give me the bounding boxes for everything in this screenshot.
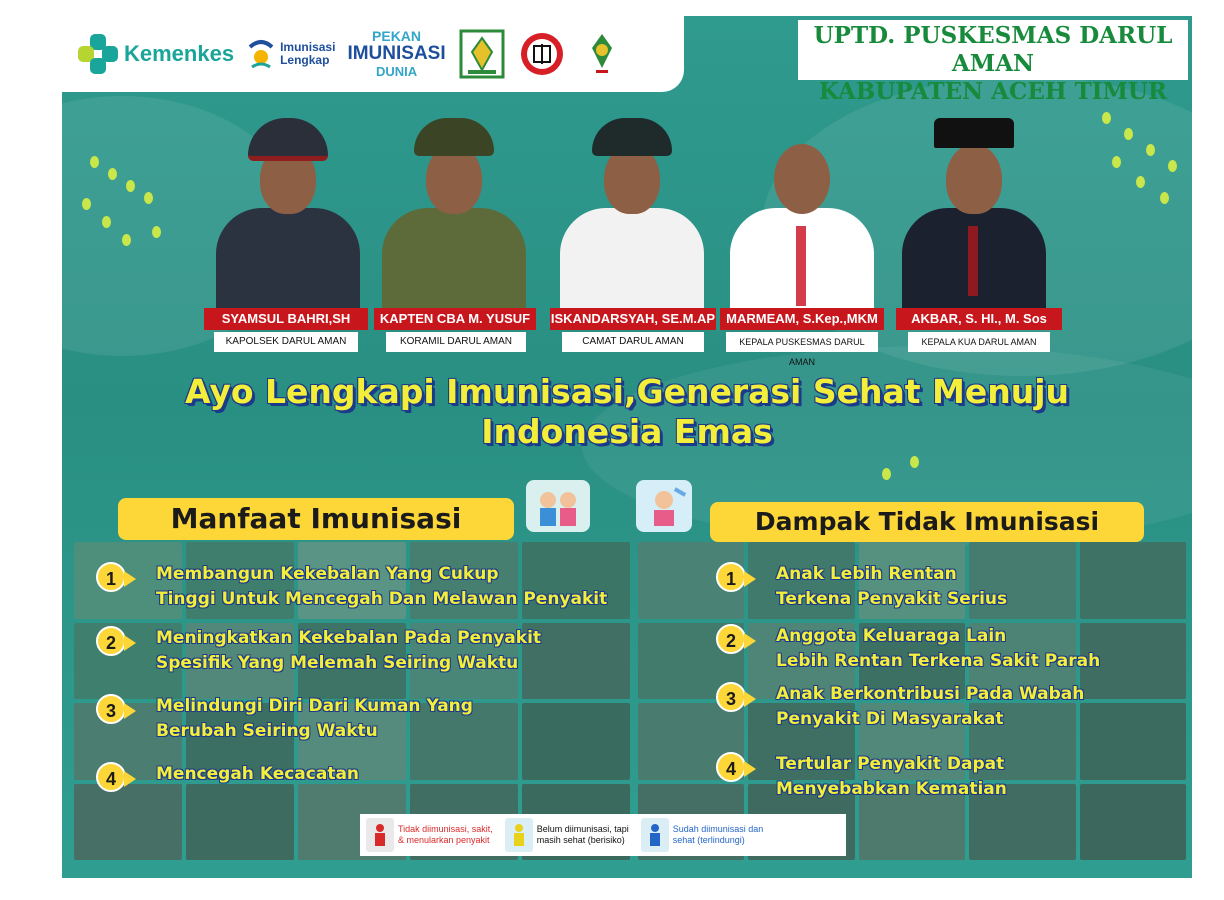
legend-text: Tidak diimunisasi, sakit, xyxy=(398,824,493,834)
child-vaccine-icon xyxy=(636,480,692,532)
number-badge: 2 xyxy=(96,626,126,656)
manfaat-item xyxy=(96,762,359,792)
number-badge: 4 xyxy=(96,762,126,792)
imunisasi-lengkap-logo xyxy=(246,37,335,71)
item-line: Membangun Kekebalan Yang Cukup xyxy=(156,564,499,584)
official-role: KORAMIL DARUL AMAN xyxy=(386,332,526,352)
official-name: ISKANDARSYAH, SE.M.AP xyxy=(550,308,716,330)
dampak-item xyxy=(716,624,1100,674)
item-line: Anak Berkontribusi Pada Wabah xyxy=(776,684,1085,704)
kemenkes-logo xyxy=(78,34,234,74)
aceh-province-logo-icon xyxy=(578,28,626,80)
official-role: KAPOLSEK DARUL AMAN xyxy=(214,332,358,352)
person-yellow-icon xyxy=(505,818,533,852)
logo-bar xyxy=(62,16,684,92)
manfaat-item xyxy=(96,626,541,676)
manfaat-item xyxy=(96,562,607,612)
official-name: MARMEAM, S.Kep.,MKM xyxy=(720,308,884,330)
official-name: SYAMSUL BAHRI,SH xyxy=(204,308,368,330)
slogan-line1: Ayo Lengkapi Imunisasi,Generasi Sehat Menuju xyxy=(184,372,1070,411)
item-line: Menyebabkan Kematian xyxy=(776,779,1007,799)
official-role: KEPALA KUA DARUL AMAN xyxy=(908,332,1050,352)
official-photo xyxy=(722,116,882,316)
item-line: Lebih Rentan Terkena Sakit Parah xyxy=(776,651,1101,671)
item-line: Tertular Penyakit Dapat xyxy=(776,754,1005,774)
item-line: Tinggi Untuk Mencegah Dan Melawan Penyakit xyxy=(156,589,608,609)
legend-text: masih sehat (berisiko) xyxy=(536,835,625,845)
slogan-line2: Indonesia Emas xyxy=(481,412,773,451)
imunisasi-text: Imunisasi xyxy=(280,40,336,54)
pekan-text: PEKAN xyxy=(372,28,422,44)
kids-illustration-icon xyxy=(526,480,590,532)
legend-text: Sudah diimunisasi dan xyxy=(672,824,764,834)
item-line: Berubah Seiring Waktu xyxy=(156,721,378,741)
item-line: Melindungi Diri Dari Kuman Yang xyxy=(156,696,473,716)
kemenkes-text: Kemenkes xyxy=(124,41,235,66)
immunization-legend xyxy=(360,814,846,856)
legend-item-unimmunized xyxy=(360,814,499,856)
official-name: AKBAR, S. HI., M. Sos xyxy=(896,308,1062,330)
number-badge: 2 xyxy=(716,624,746,654)
person-red-icon xyxy=(366,818,394,852)
number-badge: 1 xyxy=(716,562,746,592)
imunisasi-title-text: IMUNISASI xyxy=(347,43,446,64)
officials-row xyxy=(62,116,1192,366)
puskesmas-header xyxy=(798,20,1188,105)
item-line: Penyakit Di Masyarakat xyxy=(776,709,1004,729)
number-badge: 3 xyxy=(96,694,126,724)
item-line: Meningkatkan Kekebalan Pada Penyakit xyxy=(156,628,542,648)
idi-logo-icon xyxy=(518,28,566,80)
decor-dot xyxy=(882,468,891,480)
aceh-timur-seal-icon xyxy=(458,28,506,80)
number-badge: 1 xyxy=(96,562,126,592)
official-name: KAPTEN CBA M. YUSUF xyxy=(374,308,536,330)
person-blue-icon xyxy=(641,818,669,852)
official-photo xyxy=(894,116,1054,316)
manfaat-item xyxy=(96,694,473,744)
item-line: Anggota Keluaraga Lain xyxy=(776,626,1007,646)
manfaat-title: Manfaat Imunisasi xyxy=(118,498,514,540)
item-line: Anak Lebih Rentan xyxy=(776,564,957,584)
decor-dot xyxy=(910,456,919,468)
pekan-imunisasi-logo xyxy=(347,27,445,81)
item-line: Mencegah Kecacatan xyxy=(156,764,360,784)
number-badge: 3 xyxy=(716,682,746,712)
official-photo xyxy=(208,116,368,316)
poster xyxy=(62,16,1192,878)
puskesmas-name: UPTD. PUSKESMAS DARUL AMAN xyxy=(813,22,1173,77)
legend-item-at-risk xyxy=(499,814,635,856)
legend-text: Belum diimunisasi, tapi xyxy=(536,824,629,834)
legend-item-protected xyxy=(635,814,770,856)
imunisasi-lengkap-icon xyxy=(246,37,276,71)
item-line: Spesifik Yang Melemah Seiring Waktu xyxy=(156,653,519,673)
dampak-title: Dampak Tidak Imunisasi xyxy=(710,502,1144,542)
official-photo xyxy=(374,116,534,316)
slogan xyxy=(62,372,1192,452)
number-badge: 4 xyxy=(716,752,746,782)
lengkap-text: Lengkap xyxy=(280,53,330,67)
kemenkes-mark-icon xyxy=(78,34,118,74)
item-line: Terkena Penyakit Serius xyxy=(776,589,1008,609)
dampak-item xyxy=(716,752,1007,802)
official-photo xyxy=(552,116,712,316)
legend-text: & menularkan penyakit xyxy=(398,835,490,845)
official-role: KEPALA PUSKESMAS DARUL AMAN xyxy=(726,332,878,352)
dampak-item xyxy=(716,682,1084,732)
legend-text: sehat (terlindungi) xyxy=(672,835,745,845)
kabupaten-name: KABUPATEN ACEH TIMUR xyxy=(818,78,1168,105)
dampak-item xyxy=(716,562,1007,612)
official-role: CAMAT DARUL AMAN xyxy=(562,332,704,352)
dunia-text: DUNIA xyxy=(375,64,418,79)
